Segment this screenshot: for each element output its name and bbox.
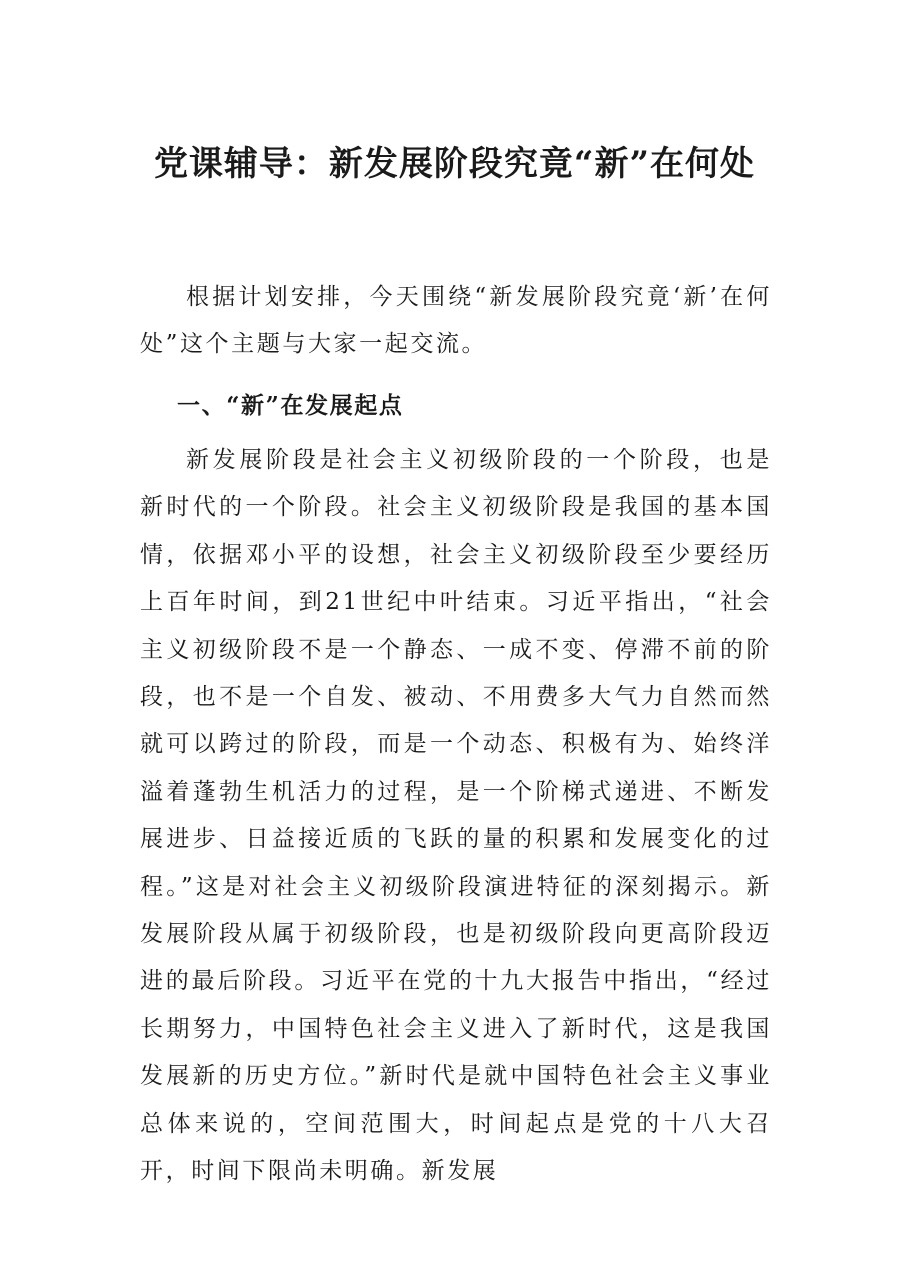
document-title: 党课辅导：新发展阶段究竟“新”在何处 [153,144,756,184]
section-paragraph: 新发展阶段是社会主义初级阶段的一个阶段，也是新时代的一个阶段。社会主义初级阶段是我国的基本国情，依据邓小平的设想，社会主义初级阶段至少要经历上百年时间，到21世纪中叶结束。习近平指出，“社会主义初级阶段不是一个静态、一成不变、停滞不前的阶段，也不是一个自发、被动、不用费多大气力自然而然就可以跨过的阶段，而是一个动态、积极有为、始终洋溢着蓬勃生机活力的过程，是一个阶梯式递进、不断发展进步、日益接近质的飞跃的量的积累和发展变化的过程。”这是对社会主义初级阶段演进特征的深刻揭示。新发展阶段从属于初级阶段，也是初级阶段向更高阶段迈进的最后阶段。习近平在党的十九大报告中指出，“经过长期努力，中国特色社会主义进入了新时代，这是我国发展新的历史方位。”新时代是就中国特色社会主义事业总体来说的，空间范围大，时间起点是党的十八大召开，时间下限尚未明确。新发展 [140,447,772,1185]
intro-paragraph: 根据计划安排，今天围绕“新发展阶段究竟‘新’在何处”这个主题与大家一起交流。 [140,284,772,358]
section-heading: 一、“新”在发展起点 [177,392,404,419]
